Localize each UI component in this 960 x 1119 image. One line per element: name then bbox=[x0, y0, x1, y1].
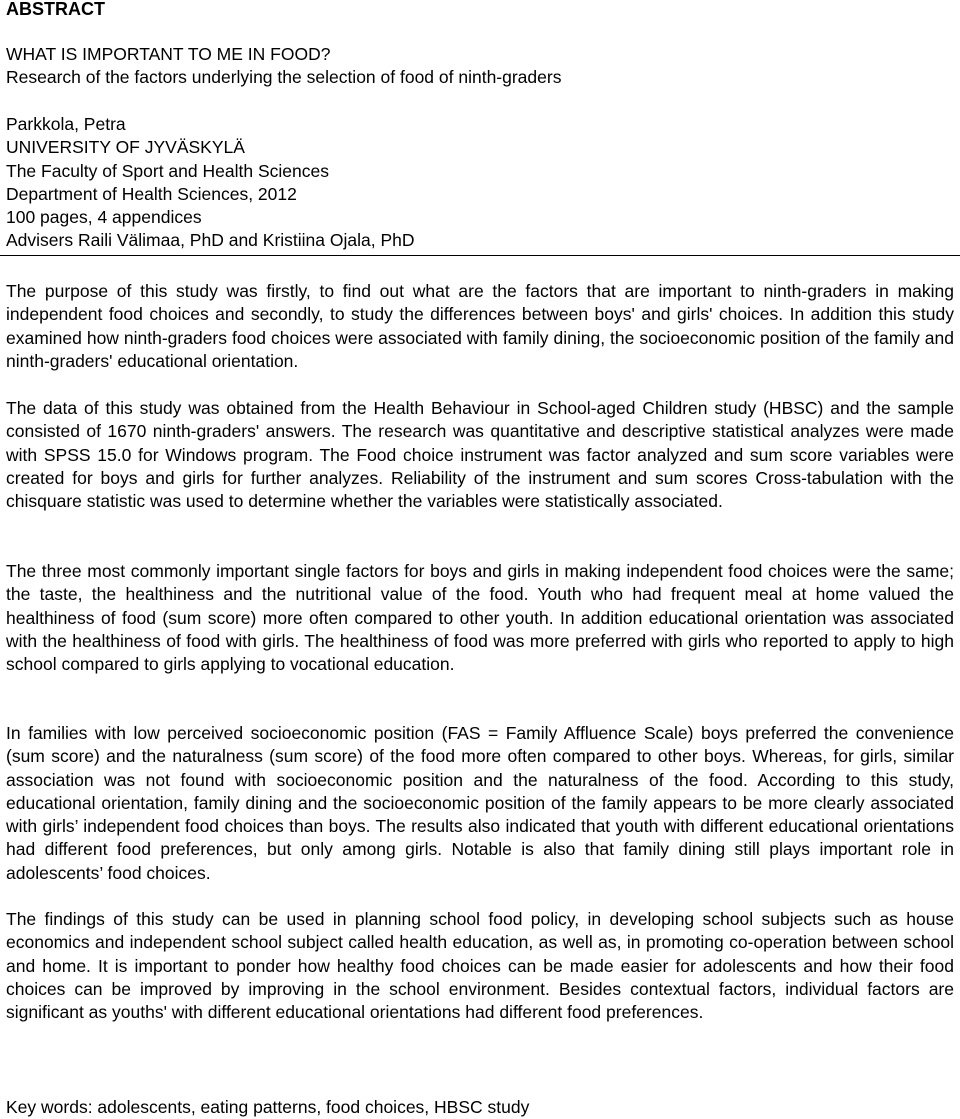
page-count: 100 pages, 4 appendices bbox=[6, 207, 202, 228]
divider-line bbox=[0, 255, 960, 256]
advisers: Advisers Raili Välimaa, PhD and Kristiina Ojala, PhD bbox=[6, 230, 415, 251]
abstract-paragraph-purpose: The purpose of this study was firstly, to find out what are the factors that are important to ninth-graders in making independent food choices and secondly, to study the differences between boys' and girls' choices. In addition this study examined how ninth-graders food choices were associated with family dining, the socioeconomic position of the family and ninth-graders' educational orientation. bbox=[6, 281, 954, 371]
abstract-heading: ABSTRACT bbox=[6, 0, 105, 19]
keywords: Key words: adolescents, eating patterns, food choices, HBSC study bbox=[6, 1097, 530, 1117]
faculty-name: The Faculty of Sport and Health Sciences bbox=[6, 160, 329, 181]
abstract-paragraph-results: The three most commonly important single factors for boys and girls in making independent food choices were the same; the taste, the healthiness and the nutritional value of the food. Youth who had frequent meal at home valued the healthiness of food (sum score) more often compared to other youth. In addition educational orientation was associated with the healthiness of food with girls. The healthiness of food was more preferred with girls who reported to apply to high school compared to girls applying to vocational education. bbox=[6, 561, 954, 675]
abstract-paragraph-socioeconomic: In families with low perceived socioeconomic position (FAS = Family Affluence Scale) boys preferred the convenience (sum score) and the naturalness (sum score) of the food more often compared to other boys. Whereas, for girls, similar association was not found with socioeconomic position and the naturalness of the food. According to this study, educational orientation, family dining and the socioeconomic position of the family appears to be more clearly associated with girls’ independent food choices than boys. The results also indicated that youth with different educational orientations had different food preferences, but only among girls. Notable is also that family dining still plays important role in adolescents’ food choices. bbox=[6, 723, 954, 883]
thesis-subtitle: Research of the factors underlying the selection of food of ninth-graders bbox=[6, 67, 562, 88]
department-year: Department of Health Sciences, 2012 bbox=[6, 183, 297, 204]
thesis-title: WHAT IS IMPORTANT TO ME IN FOOD? bbox=[6, 44, 331, 64]
author-name: Parkkola, Petra bbox=[6, 114, 126, 134]
abstract-paragraph-data: The data of this study was obtained from the Health Behaviour in School-aged Children study (HBSC) and the sample consisted of 1670 ninth-graders' answers. The research was quantitative and descriptive statistical analyzes were made with SPSS 15.0 for Windows program. The Food choice instrument was factor analyzed and sum score variables were created for boys and girls for further analyzes. Reliability of the instrument and sum scores Cross-tabulation with the chisquare statistic was used to determine whether the variables were statistically associated. bbox=[6, 398, 954, 512]
university-name: UNIVERSITY OF JYVÄSKYLÄ bbox=[6, 137, 245, 158]
thesis-title-block bbox=[6, 43, 954, 90]
abstract-paragraph-findings: The findings of this study can be used in planning school food policy, in developing school subjects such as house economics and independent school subject called health education, as well as, in promoting co-operation between school and home. It is important to ponder how healthy food choices can be made easier for adolescents and how their food choices can be improved by improving in the school environment. Besides contextual factors, individual factors are significant as youths' with different educational orientations had different food preferences. bbox=[6, 909, 954, 1023]
thesis-metadata bbox=[6, 113, 954, 253]
